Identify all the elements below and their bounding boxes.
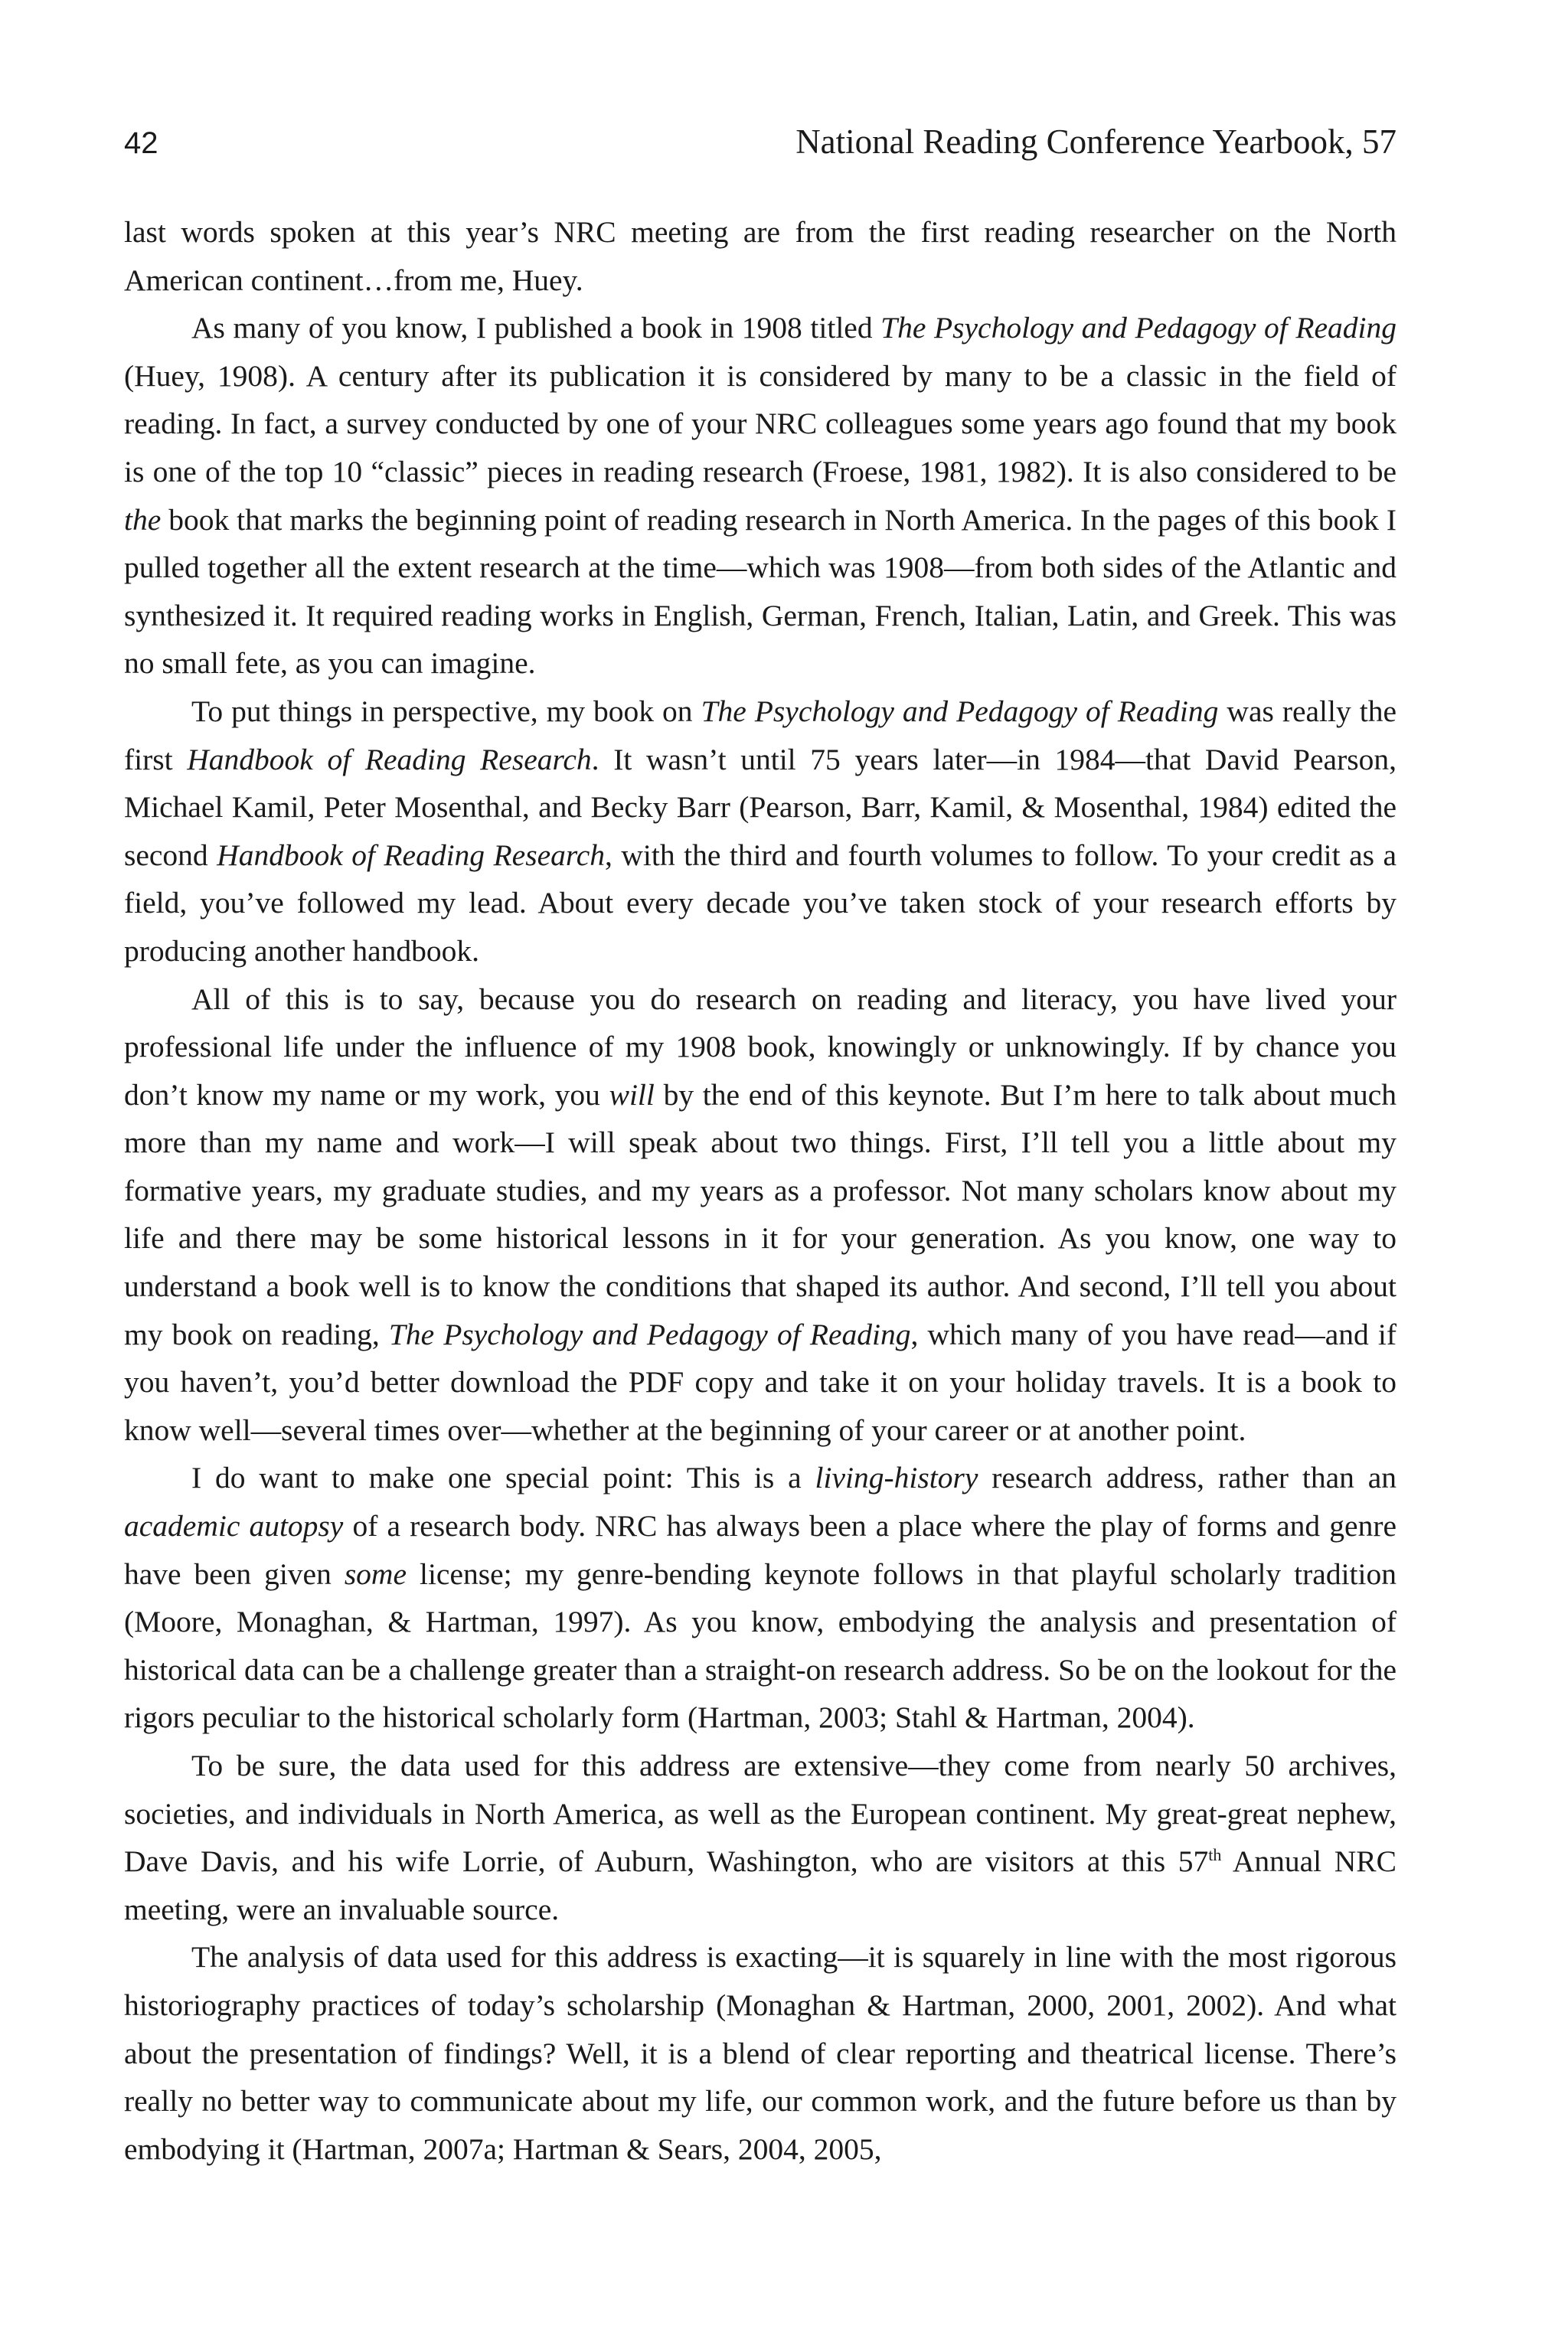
text-run: of a research body. NRC has always been a place where the play of forms and genre have been given: [124, 1509, 1396, 1591]
superscript-text: th: [1208, 1845, 1222, 1865]
body-text: [124, 208, 1396, 2173]
italic-text: Handbook of Reading Research: [217, 838, 606, 872]
italic-text: the: [124, 502, 162, 537]
text-run: research address, rather than an: [978, 1461, 1396, 1495]
text-run: The analysis of data used for this address is exacting—it is squarely in line with the most rigorous historiography practices of today’s scholarship (Monaghan & Hartman, 2000, 2001, 2002). And what about the presentation of findings? Well, it is a blend of clear reporting and theatrical license. There’s really no better way to communicate about my life, our common work, and the future before us than by embodying it (Hartman, 2007a; Hartman & Sears, 2004, 2005,: [124, 1940, 1396, 2166]
text-run: was really the first: [124, 694, 1397, 776]
paragraph: [124, 1454, 1396, 1742]
text-run: I do want to make one special point: This is a: [191, 1461, 815, 1495]
italic-text: living-history: [815, 1461, 978, 1495]
text-run: license; my genre-bending keynote follows in that playful scholarly tradition (Moore, Monaghan, & Hartman, 1997). As you know, embodying the analysis and presentation of historical data can be a challenge greater than a straight-on research address. So be on the lookout for the rigors peculiar to the historical scholarly form (Hartman, 2003; Stahl & Hartman, 2004).: [124, 1557, 1396, 1735]
text-run: , with the third and fourth volumes to follow. To your credit as a field, you’ve followed my lead. About every decade you’ve taken stock of your research efforts by producing another handbook.: [124, 838, 1397, 968]
paragraph: [124, 975, 1396, 1455]
text-run: last words spoken at this year’s NRC meeting are from the first reading researcher on the North American continent…from me, Huey.: [124, 215, 1396, 297]
text-run: Annual NRC meeting, were an invaluable source.: [124, 1844, 1396, 1926]
paragraph: [124, 1742, 1396, 1933]
text-run: As many of you know, I published a book in 1908 titled: [191, 311, 881, 345]
text-run: , which many of you have read—and if you haven’t, you’d better download the PDF copy and take it on your holiday travels. It is a book to know well—several times over—whether at the beginning of your career or at another point.: [124, 1317, 1397, 1447]
italic-text: The Psychology and Pedagogy of Reading: [701, 694, 1219, 728]
italic-text: The Psychology and Pedagogy of Reading: [880, 311, 1396, 345]
running-head: [124, 115, 1396, 168]
page-number: 42: [124, 126, 158, 160]
text-run: (Huey, 1908). A century after its publication it is considered by many to be a classic in the field of reading. In fact, a survey conducted by one of your NRC colleagues some years ago found that my book is one of the top 10 “classic” pieces in reading research (Froese, 1981, 1982). It is also considered to be: [124, 358, 1396, 488]
text-run: book that marks the beginning point of reading research in North America. In the pages of this book I pulled together all the extent research at the time—which was 1908—from both sides of the Atlantic and synthesized it. It required reading works in English, German, French, Italian, Latin, and Greek. This was no small fete, as you can imagine.: [124, 502, 1396, 681]
text-run: To put things in perspective, my book on: [191, 694, 701, 728]
text-run: To be sure, the data used for this address are extensive—they come from nearly 50 archives, societies, and individuals in North America, as well as the European continent. My great-great nephew, Dave Davis, and his wife Lorrie, of Auburn, Washington, who are visitors at this 57: [124, 1749, 1396, 1879]
italic-text: The Psychology and Pedagogy of Reading: [388, 1317, 911, 1351]
paragraph: [124, 1933, 1396, 2173]
text-run: All of this is to say, because you do research on reading and literacy, you have lived your professional life under the influence of my 1908 book, knowingly or unknowingly. If by chance you don’t know my name or my work, you: [124, 982, 1396, 1112]
paragraph-continued: [124, 208, 1396, 304]
running-title: National Reading Conference Yearbook, 57: [795, 122, 1396, 161]
italic-text: academic autopsy: [124, 1509, 344, 1544]
paragraph: [124, 304, 1396, 688]
italic-text: will: [609, 1077, 655, 1112]
book-page: [124, 115, 1396, 2173]
text-run: . It wasn’t until 75 years later—in 1984—that David Pearson, Michael Kamil, Peter Mosenthal, and Becky Barr (Pearson, Barr, Kamil, & Mosenthal, 1984) edited the second: [124, 742, 1396, 872]
paragraph: [124, 688, 1396, 975]
italic-text: Handbook of Reading Research: [187, 742, 592, 776]
italic-text: some: [344, 1557, 407, 1591]
text-run: by the end of this keynote. But I’m here to talk about much more than my name and work—I will speak about two things. First, I’ll tell you a little about my formative years, my graduate studies, and my years as a professor. Not many scholars know about my life and there may be some historical lessons in it for your generation. As you know, one way to understand a book well is to know the conditions that shaped its author. And second, I’ll tell you about my book on reading,: [124, 1077, 1396, 1351]
